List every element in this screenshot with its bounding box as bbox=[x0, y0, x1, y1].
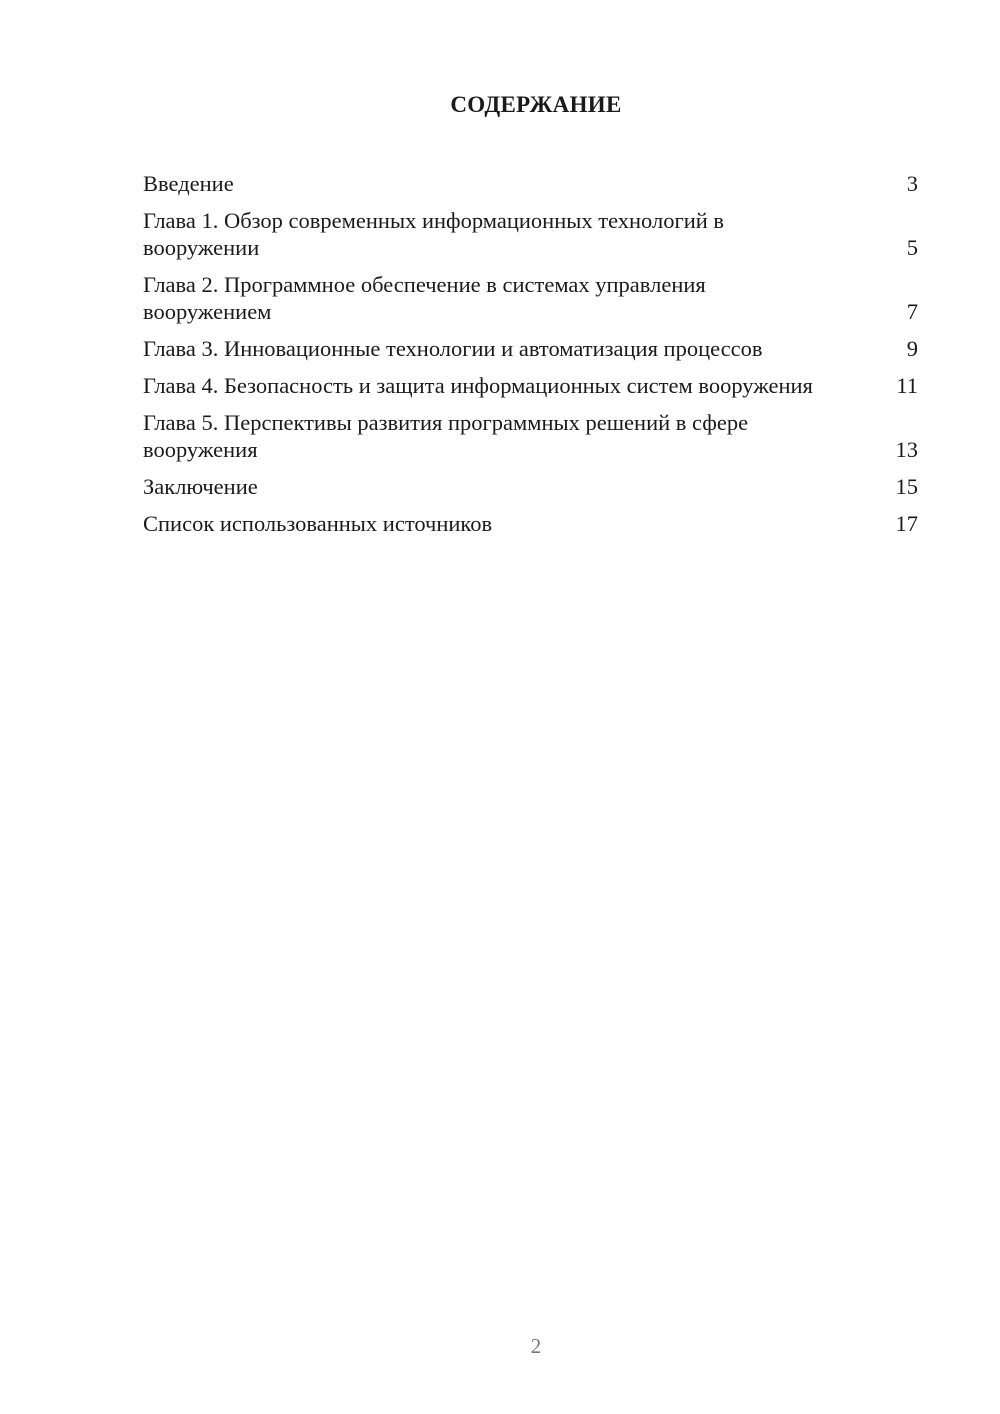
toc-entry-text: Глава 4. Безопасность и защита информационных систем вооружения bbox=[143, 373, 813, 398]
toc-entry-text: Введение bbox=[143, 171, 234, 196]
toc-entry-text: Глава 1. Обзор современных информационных технологий в вооружении bbox=[143, 208, 725, 260]
toc-entry-page: 3 bbox=[906, 171, 918, 196]
toc-entry-page: 11 bbox=[896, 373, 918, 398]
table-of-contents bbox=[143, 170, 918, 547]
page-number: 2 bbox=[530, 1334, 542, 1358]
page-title: СОДЕРЖАНИЕ bbox=[450, 92, 622, 117]
toc-entry-text: Заключение bbox=[143, 474, 258, 499]
toc-entry bbox=[143, 510, 918, 537]
toc-entry bbox=[143, 271, 918, 325]
toc-entry bbox=[143, 473, 918, 500]
toc-entry-text: Глава 3. Инновационные технологии и автоматизация процессов bbox=[143, 336, 763, 361]
toc-entry-page: 5 bbox=[906, 235, 918, 260]
toc-entry-text: Список использованных источников bbox=[143, 511, 493, 536]
toc-entry-text: Глава 2. Программное обеспечение в системах управления вооружением bbox=[143, 272, 706, 324]
toc-entry-page: 13 bbox=[895, 437, 918, 462]
toc-entry bbox=[143, 335, 918, 362]
toc-entry bbox=[143, 372, 918, 399]
toc-entry bbox=[143, 207, 918, 261]
toc-entry bbox=[143, 170, 918, 197]
toc-entry-page: 9 bbox=[906, 336, 918, 361]
toc-entry-page: 17 bbox=[895, 511, 918, 536]
toc-entry bbox=[143, 409, 918, 463]
toc-entry-page: 15 bbox=[895, 474, 918, 499]
toc-entry-text: Глава 5. Перспективы развития программных решений в сфере вооружения bbox=[143, 410, 749, 462]
toc-entry-page: 7 bbox=[906, 299, 918, 324]
